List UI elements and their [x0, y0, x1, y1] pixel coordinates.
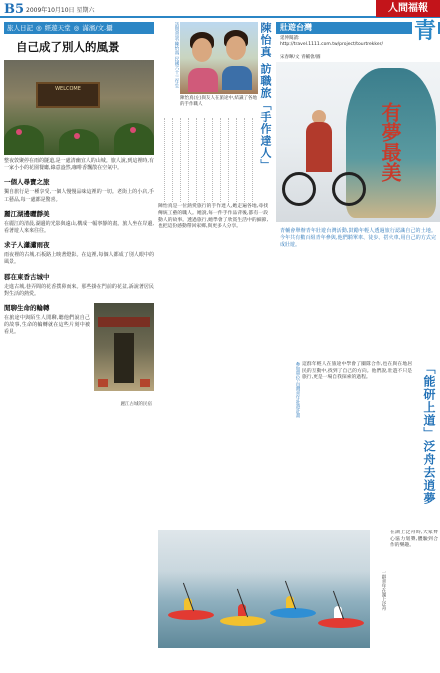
newspaper-masthead: 人間福報	[376, 0, 440, 17]
article-paragraph: 整夜敦聚停在雨的隧道,是一處清幽宜人的山城。旅人說,到這裡時,有一家小小的花園餐廳,綠意盎然,咖啡香飄散在空氣中。	[4, 158, 154, 172]
author-byline: 宋春暉/文 青輔會/圖	[280, 55, 321, 60]
wheel-shape	[332, 172, 366, 206]
text-line	[244, 118, 245, 202]
article-body: 陳怡真是一位熱愛旅行的手作達人,她走遍各地,尋找傳統工藝的職人。她說,每一件手作品背後,都有一段動人的故事。透過旅行,她學會了欣賞生活中的細節,也把這份感動帶回家鄉,與更多人分享。	[158, 204, 268, 230]
awning-shape	[98, 317, 150, 327]
article-paragraph: 在麗江的清晨,湖邊的光影與遠山,構成一幅寧靜的畫。旅人坐在岸邊,看著遊人來來往往。	[4, 220, 154, 235]
section-label: 旅人日記	[7, 24, 33, 32]
text-line	[220, 118, 221, 202]
kayak-shape	[318, 618, 364, 628]
cyclist-photo	[276, 62, 440, 222]
article-paragraph: 獨自旅行是一種享受,一個人慢慢品味這裡的一切。老街上的小店,手工藝品,每一處都是驚喜。	[4, 189, 154, 203]
rider-shape	[306, 122, 332, 172]
flowerpot-shape	[140, 379, 150, 387]
subheading: 求子人瀟瀟雨夜	[4, 241, 50, 250]
text-line	[164, 118, 165, 202]
text-line	[236, 118, 237, 202]
text-line	[252, 118, 253, 202]
text-line	[196, 118, 197, 202]
shop-photo	[94, 303, 154, 391]
bush-shape	[4, 125, 44, 155]
subheading: 閒聊生命的輪轉	[4, 304, 50, 313]
article-intro	[280, 228, 436, 249]
article-body: 在湖上泛舟時,大家齊心協力划槳,體驗到合作的樂趣。	[390, 530, 438, 548]
photo-caption: 陳怡真(左)與友人在旅途中,結識了各地的手作職人	[180, 96, 257, 107]
person-headline: 陳怡真 訪職旅「手作達人」	[259, 22, 272, 171]
article-paragraph: 雨夜裡的古城,石板路上映著燈影。在這裡,每個人都成了別人眼中的風景。	[4, 252, 154, 266]
article-body: 這群年輕人在旅途中學會了團隊合作,也在與在地居民的互動中,找到了自己的方向。他們說,壯遊不只是旅行,更是一場自我探索的過程。	[302, 362, 412, 380]
shirt-shape	[188, 68, 218, 92]
kayak-shape	[270, 608, 316, 618]
subheading: 郡在東香古城中	[4, 272, 50, 281]
left-column	[4, 22, 154, 670]
extended-reading-url[interactable]: http://travel.1111.com.tw/project/tourtrekker/	[280, 42, 383, 47]
issue-date: 2009年10月10日 星期六	[26, 7, 95, 14]
text-line	[212, 118, 213, 202]
kayak-shape	[220, 616, 266, 626]
article-headline: 「能研上道」泛舟去逍夢	[422, 362, 436, 505]
extended-reading	[280, 36, 383, 48]
flower-shape	[130, 127, 136, 133]
interview-credit: 訪問背景:陳怡真 民國六十三年生	[174, 22, 179, 88]
vertical-text-lines	[160, 118, 256, 202]
participant-credit: 參加單位:台灣青年壯遊計畫	[295, 362, 300, 418]
section-sublabel: 經遊天堂	[44, 24, 71, 32]
flower-shape	[74, 133, 80, 139]
rock-inscription: 有夢最美	[378, 102, 402, 182]
flowerpot-shape	[98, 379, 108, 387]
banner-label: 壯遊台灣	[280, 23, 312, 32]
text-line	[188, 118, 189, 202]
article-paragraph: 在旅途中與陌生人閒聊,聽他們說自己的故事,生命的輪轉就在這些片刻中被看見。	[4, 315, 90, 336]
shirt-shape	[222, 66, 252, 90]
article-paragraph: 走進古城,巷弄間的花香撲鼻而來。那些掛在門前的花盆,訴說著居民對生活的熱愛。	[4, 283, 154, 297]
text-line	[172, 118, 173, 202]
extended-reading-label: 延伸閱讀:	[280, 36, 300, 41]
photo-caption: 一群青年在湖上泛舟	[381, 570, 386, 611]
lower-article	[276, 362, 440, 532]
photo-caption: 麗江古城的民宿	[120, 402, 152, 408]
intro-text: 青輔會舉辦青年壯遊台灣活動,鼓勵年輕人透過旅行認識自己的土地。今年共有數百組青年參與,他們騎單車、徒步、搭火車,用自己的方式完成壯遊。	[280, 228, 436, 248]
text-line	[180, 118, 181, 202]
kayak-shape	[168, 610, 214, 620]
face-shape	[192, 38, 212, 62]
subheading: 一個人尋寶之旅	[4, 178, 50, 187]
text-line	[228, 118, 229, 202]
kayak-photo	[158, 530, 370, 648]
flower-shape	[16, 129, 22, 135]
text-line	[204, 118, 205, 202]
section-banner: 旅人日記 ◎ 經遊天堂 ◎ 滿濱/文.攝	[4, 22, 154, 34]
portrait-photo	[180, 22, 258, 94]
section-author: 滿濱/文.攝	[82, 24, 113, 32]
door-shape	[114, 333, 134, 383]
welcome-sign: WELCOME	[36, 82, 100, 108]
article-title: 自己成了別人的風景	[16, 40, 120, 54]
subheading: 麗江湖邊曬靜美	[4, 209, 50, 218]
page-header	[0, 0, 440, 18]
face-shape	[226, 36, 246, 60]
wheel-shape	[282, 172, 316, 206]
garden-photo	[4, 60, 154, 155]
bottom-area	[4, 303, 154, 408]
banner-big-char: 青	[413, 18, 436, 44]
page-number: B5	[4, 2, 25, 17]
